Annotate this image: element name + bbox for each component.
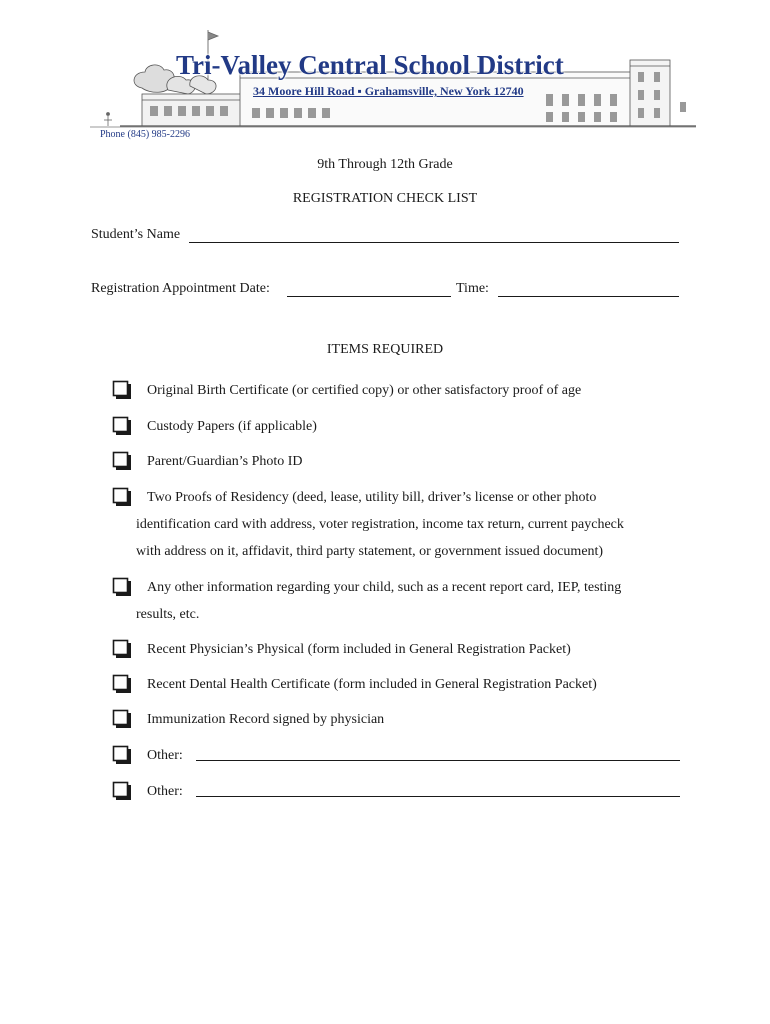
checkbox-icon[interactable] [112, 745, 132, 765]
checkbox-icon[interactable] [112, 639, 132, 659]
student-name-label: Student’s Name [91, 227, 181, 242]
checkbox-icon[interactable] [112, 577, 132, 597]
checkbox-icon[interactable] [112, 451, 132, 471]
student-name-field [91, 227, 180, 243]
checkbox-icon[interactable] [112, 709, 132, 729]
checklist-item-text: Parent/Guardian’s Photo ID [147, 454, 303, 469]
appointment-date-label: Registration Appointment Date: [91, 281, 270, 296]
checklist-item-text-continued: with address on it, affidavit, third party statement, or government issued document) [136, 544, 604, 559]
checklist-item-text: Other: [147, 748, 183, 763]
appointment-time-field [456, 281, 489, 297]
checklist-item-text: Original Birth Certificate (or certified copy) or other satisfactory proof of age [147, 383, 582, 398]
checklist-item-text: Recent Dental Health Certificate (form included in General Registration Packet) [147, 677, 597, 692]
phone-number: Phone (845) 985-2296 [100, 129, 190, 140]
checklist-item-text: Other: [147, 784, 183, 799]
checklist-item-text: Immunization Record signed by physician [147, 712, 385, 727]
checkbox-icon[interactable] [112, 380, 132, 400]
checklist-item-text: Custody Papers (if applicable) [147, 419, 317, 434]
school-name: Tri-Valley Central School District [176, 50, 564, 80]
form-title: REGISTRATION CHECK LIST [292, 191, 478, 206]
appointment-date-blank[interactable] [287, 296, 451, 297]
checkbox-icon[interactable] [112, 416, 132, 436]
school-address: 34 Moore Hill Road ▪ Grahamsville, New York 12740 [253, 84, 524, 98]
school-name-block [176, 50, 564, 80]
checkbox-icon[interactable] [112, 674, 132, 694]
other-blank[interactable] [196, 796, 680, 797]
other-blank[interactable] [196, 760, 680, 761]
checklist-item-text: Recent Physician’s Physical (form included in General Registration Packet) [147, 642, 571, 657]
checklist-item-text-continued: results, etc. [136, 607, 200, 622]
checklist-item-text-continued: identification card with address, voter registration, income tax return, current paycheck [136, 517, 624, 532]
items-required-heading: ITEMS REQUIRED [326, 342, 444, 357]
checklist-item-text: Two Proofs of Residency (deed, lease, utility bill, driver’s license or other photo [147, 490, 597, 505]
appointment-time-blank[interactable] [498, 296, 679, 297]
student-name-blank[interactable] [189, 242, 679, 243]
checkbox-icon[interactable] [112, 487, 132, 507]
checklist-item-text: Any other information regarding your child, such as a recent report card, IEP, testing [147, 580, 622, 595]
time-label: Time: [456, 281, 489, 296]
appointment-date-field [91, 281, 270, 297]
checkbox-icon[interactable] [112, 781, 132, 801]
grade-range: 9th Through 12th Grade [317, 157, 453, 172]
